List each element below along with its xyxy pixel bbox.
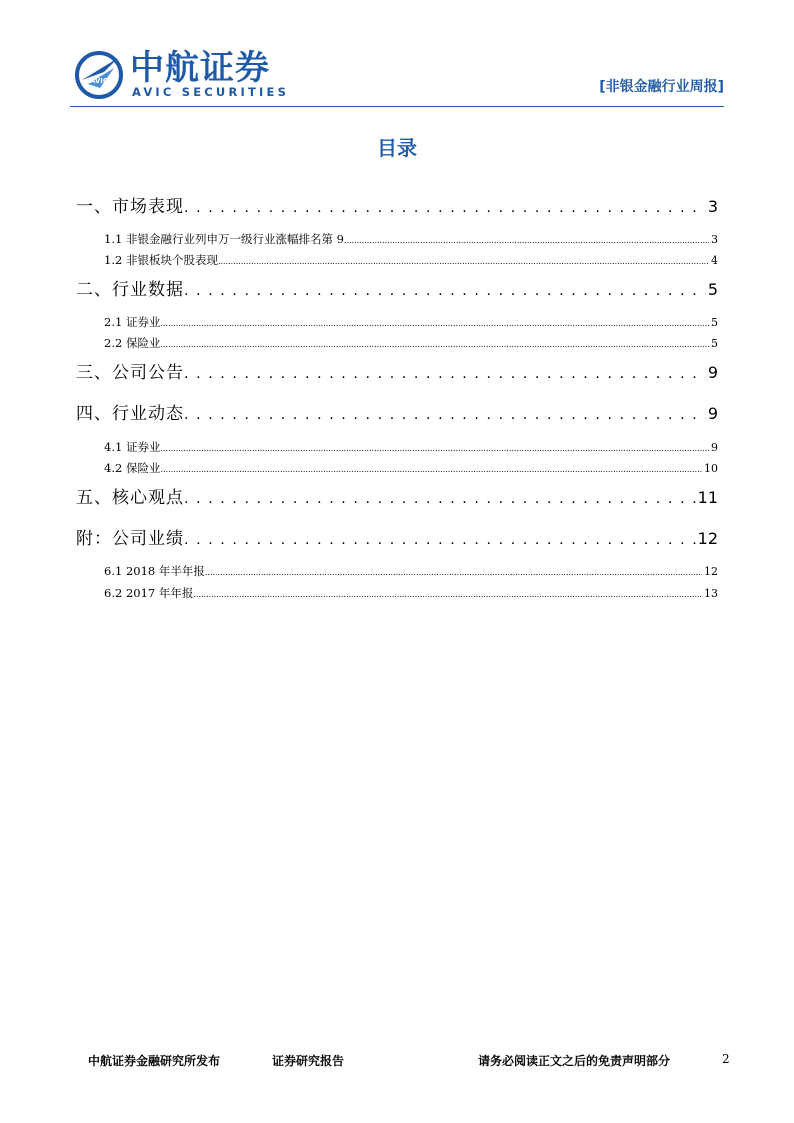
toc-dot-leader [205, 564, 702, 580]
toc-entry-chapter[interactable] [76, 279, 718, 301]
toc-entry-page: 5 [711, 337, 718, 350]
toc-entry-text: 1.2 非银板块个股表现 [104, 253, 218, 267]
toc-entry-text: 4.1 证券业 [104, 440, 161, 454]
toc-entry-text: 四、行业动态 [76, 404, 184, 424]
toc-entry-page: 9 [707, 363, 718, 382]
toc-entry-text: 一、市场表现 [76, 197, 184, 217]
footer-disclaimer: 请务必阅读正文之后的免责声明部分 [478, 1054, 671, 1068]
toc-dot-leader [193, 586, 702, 602]
toc-entry-text: 三、公司公告 [76, 363, 184, 383]
logo-text: AVIC [89, 77, 109, 85]
toc-dot-leader [184, 528, 696, 551]
page-number: 2 [722, 1052, 730, 1066]
toc-entry-text: 五、核心观点 [76, 488, 184, 508]
toc-dot-leader [218, 253, 709, 269]
page-header [70, 44, 724, 108]
toc-dot-leader [184, 362, 706, 385]
toc-entry-section[interactable] [76, 440, 718, 455]
toc-entry-section[interactable] [76, 461, 718, 476]
header-divider [70, 106, 724, 107]
toc-entry-page: 10 [704, 462, 718, 475]
toc-dot-leader [344, 232, 709, 248]
toc-dot-leader [184, 196, 706, 219]
toc-entry-chapter[interactable] [76, 403, 718, 425]
toc-entry-page: 9 [711, 441, 718, 454]
toc-entry-text: 2.1 证券业 [104, 315, 161, 329]
toc-entry-page: 4 [711, 254, 718, 267]
toc-entry-text: 1.1 非银金融行业列申万一级行业涨幅排名第 9 [104, 232, 344, 246]
toc-dot-leader [184, 487, 696, 510]
toc-entry-page: 5 [711, 316, 718, 329]
toc-dot-leader [184, 403, 706, 426]
toc-entry-section[interactable] [76, 315, 718, 330]
toc-entry-page: 13 [704, 587, 718, 600]
toc-dot-leader [160, 461, 702, 477]
toc-title: 目录 [377, 136, 417, 160]
toc-entry-text: 4.2 保险业 [104, 461, 161, 475]
toc-entry-chapter[interactable] [76, 196, 718, 218]
toc-entry-page: 3 [707, 197, 718, 216]
toc-entry-page: 3 [711, 233, 718, 246]
toc-dot-leader [160, 315, 709, 331]
toc-entry-text: 6.1 2018 年半年报 [104, 564, 205, 578]
toc-dot-leader [160, 336, 709, 352]
toc-entry-text: 二、行业数据 [76, 280, 184, 300]
toc-entry-page: 11 [697, 488, 718, 507]
toc-entry-section[interactable] [76, 586, 718, 601]
toc-dot-leader [160, 440, 709, 456]
toc-entry-page: 12 [704, 565, 718, 578]
toc-entry-section[interactable] [76, 253, 718, 268]
toc-dot-leader [184, 279, 706, 302]
brand-name-en: AVIC SECURITIES [132, 85, 290, 99]
toc-entry-text: 附：公司业绩 [76, 529, 184, 549]
toc-entry-chapter[interactable] [76, 362, 718, 384]
page-footer [0, 1052, 794, 1074]
footer-report-type: 证券研究报告 [272, 1054, 345, 1068]
footer-publisher: 中航证券金融研究所发布 [88, 1054, 221, 1068]
toc-entry-text: 6.2 2017 年年报 [104, 586, 194, 600]
brand-name-cn: 中航证券 [130, 48, 270, 88]
toc-entry-text: 2.2 保险业 [104, 336, 161, 350]
toc-entry-page: 9 [707, 404, 718, 423]
avic-logo-icon [74, 50, 124, 100]
toc-entry-page: 12 [697, 529, 718, 548]
toc-entry-chapter[interactable] [76, 487, 718, 509]
report-category-tag: [非银金融行业周报] [599, 79, 724, 95]
toc-entry-section[interactable] [76, 232, 718, 247]
toc-entry-section[interactable] [76, 564, 718, 579]
toc-entry-section[interactable] [76, 336, 718, 351]
toc-entry-chapter[interactable] [76, 528, 718, 550]
toc-entry-page: 5 [707, 280, 718, 299]
